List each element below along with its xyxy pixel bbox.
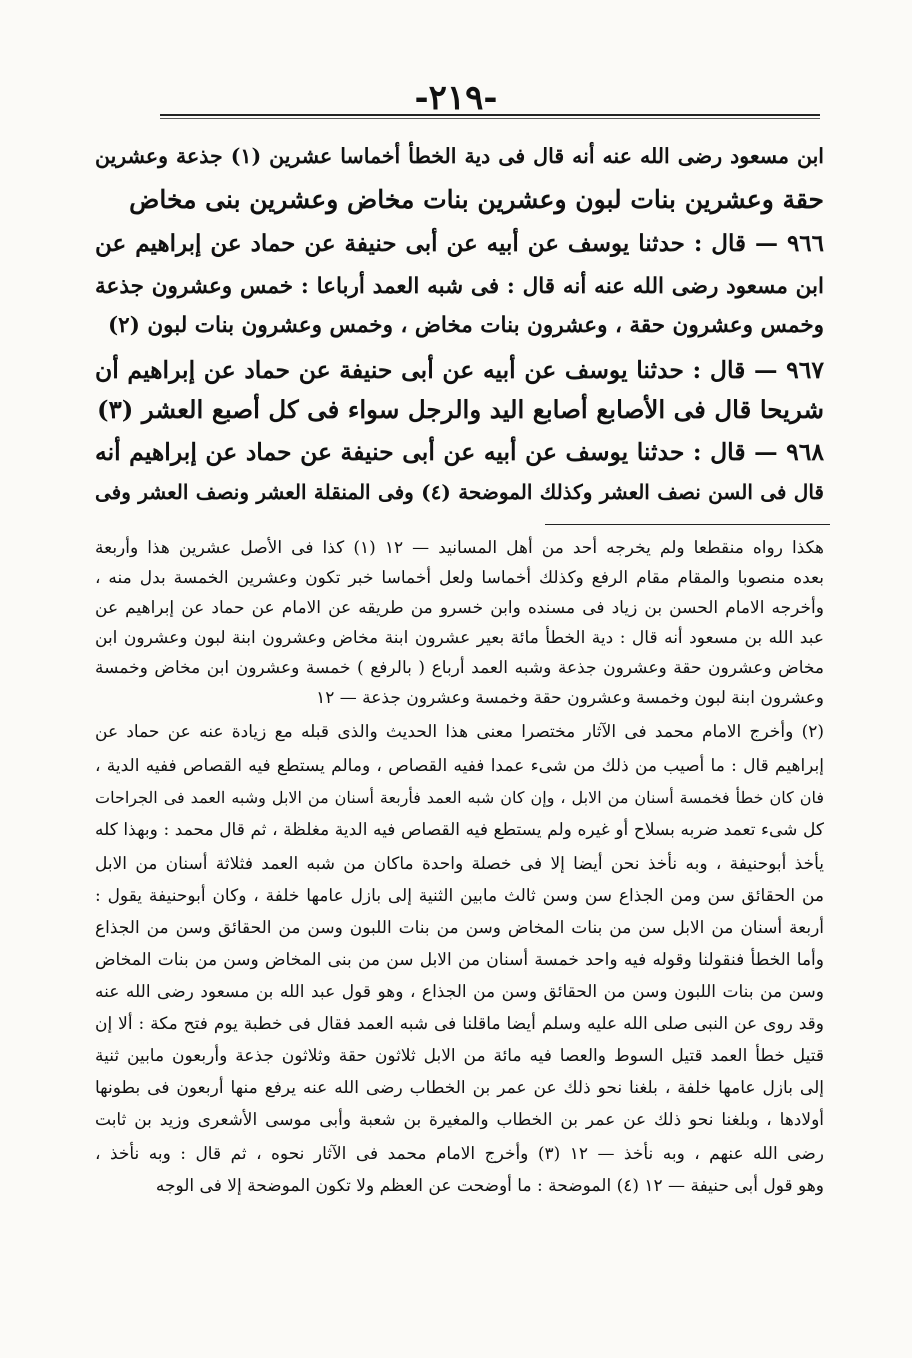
main-line: قال فى السن نصف العشر وكذلك الموضحة (٤) وفى المنقلة العشر ونصف العشر وفى xyxy=(95,480,824,504)
footnote-line: وأما الخطأ فنقولنا وقوله فيه واحد خمسة أسنان من الابل سن من بنى المخاض وسن من بنات المخاض xyxy=(95,950,824,970)
footnote-line: (٢) وأخرج الامام محمد فى الآثار مختصرا معنى هذا الحديث والذى قبله مع زيادة عنه عن حماد عن xyxy=(95,722,824,742)
main-line: ٩٦٨ — قال : حدثنا يوسف عن أبيه عن أبى حنيفة عن حماد عن إبراهيم أنه xyxy=(95,438,824,466)
footnote-line: أولادها ، وبلغنا نحو ذلك عن عمر بن الخطاب والمغيرة بن شعبة وأبى موسى الأشعرى وزيد بن ثابت xyxy=(95,1110,824,1130)
header-rule xyxy=(160,114,820,116)
header-rule-thin xyxy=(160,118,820,119)
footnote-line: هكذا رواه منقطعا ولم يخرجه أحد من أهل المسانيد — ١٢ (١) كذا فى الأصل عشرين هذا وأربعة xyxy=(95,538,824,558)
main-line: ابن مسعود رضى الله عنه أنه قال : فى شبه العمد أرباعا : خمس وعشرون جذعة xyxy=(95,274,824,299)
footnote-line: من الحقائق سن ومن الجذاع سن وسن ثالث مابين الثنية إلى بازل عامها خلفة ، وكان أبوحنيفة يقول : xyxy=(95,886,824,906)
main-line: ٩٦٦ — قال : حدثنا يوسف عن أبيه عن أبى حنيفة عن حماد عن إبراهيم عن xyxy=(95,230,824,257)
main-line: ٩٦٧ — قال : حدثنا يوسف عن أبيه عن أبى حنيفة عن حماد عن إبراهيم أن xyxy=(95,356,824,384)
footnote-line: مخاض وعشرون حقة وعشرون جذعة وشبه العمد أرباع ( بالرفع ) خمسة وعشرون ابن مخاض وخمسة xyxy=(95,658,824,678)
main-line: ابن مسعود رضى الله عنه أنه قال فى دية الخطأ أخماسا عشرين (١) جذعة وعشرين xyxy=(95,144,824,168)
footnote-line: وسن من بنات اللبون وسن من الحقائق وسن من الجذاع ، وهو قول عبد الله بن مسعود رضى الله عنه xyxy=(95,982,824,1002)
footnote-line: رضى الله عنهم ، وبه نأخذ — ١٢ (٣) وأخرج الامام محمد فى الآثار نحوه ، ثم قال : وبه نأخذ ، xyxy=(95,1144,824,1164)
main-line: حقة وعشرين بنات لبون وعشرين بنات مخاض وعشرين بنى مخاض xyxy=(129,185,824,214)
main-line: وخمس وعشرون حقة ، وعشرون بنات مخاض ، وخمس وعشرون بنات لبون (٢) xyxy=(107,313,824,338)
footnote-line: وأخرجه الامام الحسن بن زياد فى مسنده وابن خسرو من طريقه عن الامام عن حماد عن إبراهيم عن xyxy=(95,598,824,618)
footnote-line: عبد الله بن مسعود أنه قال : دية الخطأ مائة بعير عشرون ابنة مخاض وعشرون ابنة لبون وعشرون ابن xyxy=(95,628,824,648)
page-number: -٢١٩- xyxy=(414,78,498,118)
footnote-line: قتيل خطأ العمد قتيل السوط والعصا فيه مائة من الابل ثلاثون حقة وثلاثون جذعة وأربعون مابين ثنية xyxy=(95,1046,824,1066)
footnote-line: يأخذ أبوحنيفة ، وبه نأخذ نحن أيضا إلا فى خصلة واحدة ماكان من شبه العمد فثلاثة أسنان من الابل xyxy=(95,854,824,874)
footnote-line: إبراهيم قال : ما أصيب من ذلك من شىء عمدا ففيه القصاص ، ومالم يستطع فيه القصاص ففيه الدية ، xyxy=(95,756,824,776)
footnote-line: كل شىء تعمد ضربه بسلاح أو غيره ولم يستطع فيه القصاص فيه الدية مغلظة ، ثم قال محمد : وبهذا كله xyxy=(95,820,824,840)
footnote-line: بعده منصوبا والمقام مقام الرفع وكذلك أخماسا ولعل أخماسا خبر تكون وعشرين الخمسة بدل منه ، xyxy=(95,568,824,588)
footnote-line: فان كان خطأ فخمسة أسنان من الابل ، وإن كان شبه العمد فأربعة أسنان من الابل وشبه العمد فى الجراحات xyxy=(95,788,824,807)
footnote-line: وقد روى عن النبى صلى الله عليه وسلم أيضا ماقلنا فى شبه العمد فقال فى خطبة يوم فتح مكة : ألا إن xyxy=(95,1014,824,1034)
main-line: شريحا قال فى الأصابع أصابع اليد والرجل سواء فى كل أصبع العشر (٣) xyxy=(96,395,824,424)
footnote-line: إلى بازل عامها خلفة ، بلغنا نحو ذلك عن عمر بن الخطاب رضى الله عنه يرفع منها أربعون فى بطونها xyxy=(95,1078,824,1098)
footnote-rule xyxy=(545,524,830,525)
footnote-line: وعشرون ابنة لبون وخمسة وعشرون حقة وخمسة وعشرون جذعة — ١٢ xyxy=(316,688,824,708)
footnote-line: وهو قول أبى حنيفة — ١٢ (٤) الموضحة : ما أوضحت عن العظم ولا تكون الموضحة إلا فى الوجه xyxy=(155,1176,824,1196)
footnote-line: أربعة أسنان من الابل سن من بنات المخاض وسن من بنات اللبون وسن من الحقائق وسن من الجذاع xyxy=(95,918,824,938)
